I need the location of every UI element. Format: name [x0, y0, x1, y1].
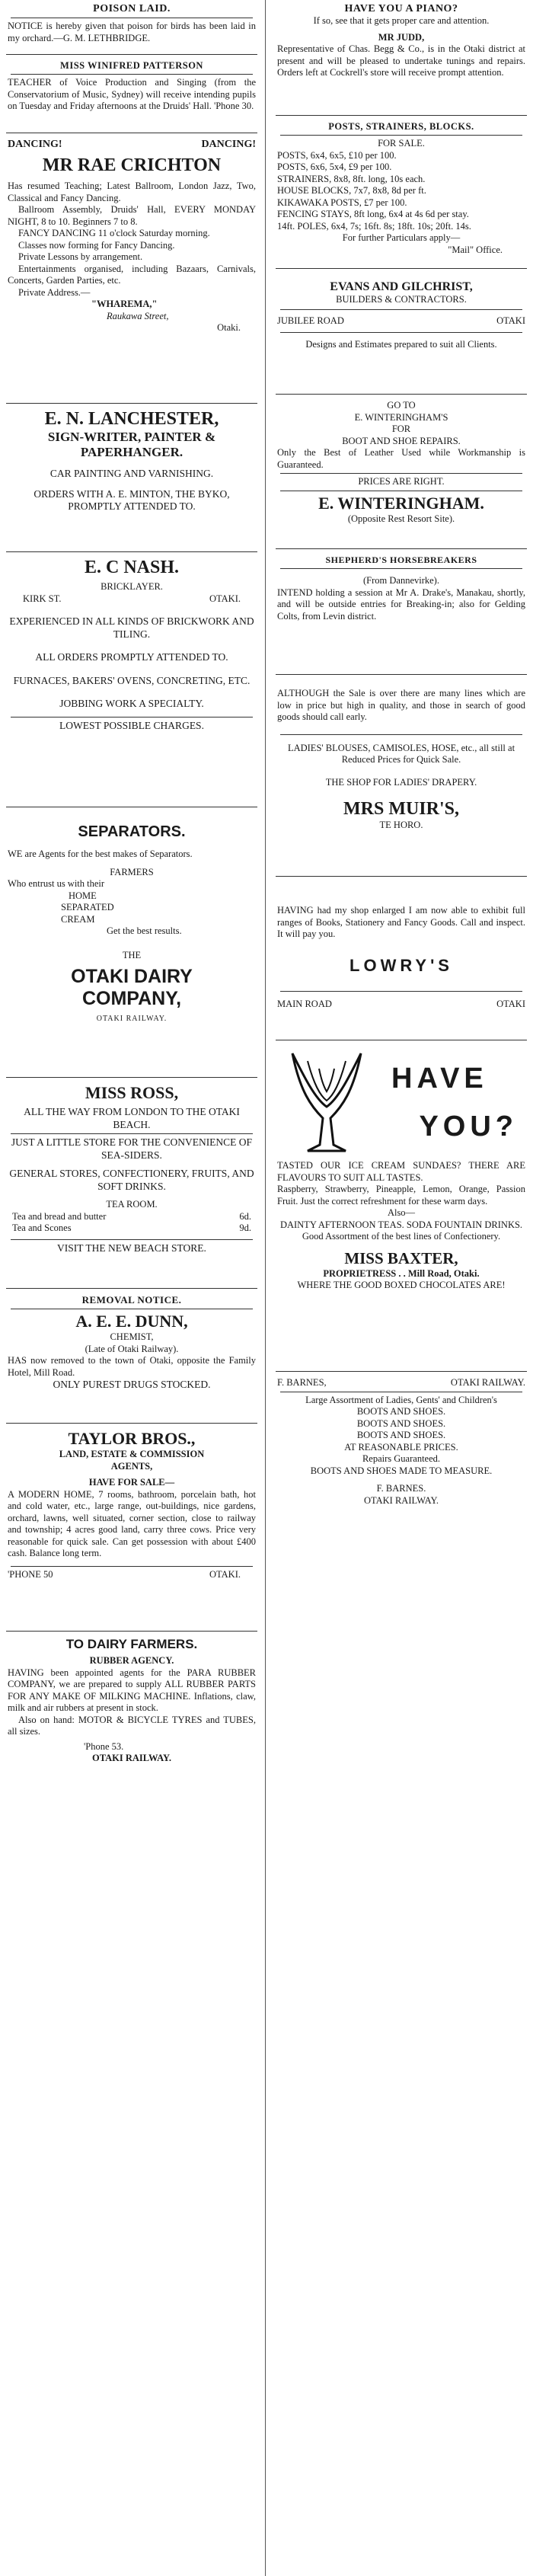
nash-l3: FURNACES, BAKERS' OVENS, CONCRETING, ETC.: [13, 674, 251, 686]
patterson-body: TEACHER of Voice Production and Singing (from the Conservatorium of Music, Sydney) will receive intending pupils on Tuesday and Friday afternoons at the Druids' Hall. 'Phone 30.: [8, 77, 256, 111]
divider: [11, 1566, 253, 1567]
lowry-town: OTAKI: [496, 998, 525, 1009]
divider: [6, 1423, 257, 1424]
muir-l1: LADIES' BLOUSES, CAMISOLES, HOSE, etc., all still at Reduced Prices for Quick Sale.: [287, 742, 515, 765]
taylor-town: OTAKI.: [209, 1568, 241, 1580]
dunn-trade: CHEMIST,: [110, 1331, 154, 1342]
dairy-company-railway: OTAKI RAILWAY.: [96, 1015, 168, 1023]
muir-ad: [273, 677, 530, 874]
evans-road: JUBILEE ROAD: [277, 315, 344, 326]
crichton-addr2: Raukawa Street,: [107, 310, 169, 321]
separators-separated: SEPARATED: [61, 902, 114, 912]
barnes-header: [277, 1377, 525, 1389]
baxter-where: WHERE THE GOOD BOXED CHOCOLATES ARE!: [297, 1280, 506, 1290]
barnes-l6: Repairs Guaranteed.: [362, 1453, 441, 1464]
shepherd-from: (From Dannevirke).: [363, 575, 439, 586]
ross-price2: 9d.: [239, 1222, 251, 1233]
taylor-name: TAYLOR BROS.,: [68, 1429, 196, 1448]
ross-name: MISS ROSS,: [85, 1083, 179, 1102]
muir-l2: THE SHOP FOR LADIES' DRAPERY.: [325, 776, 477, 788]
posts-ad: [273, 118, 530, 266]
nash-l5: LOWEST POSSIBLE CHARGES.: [59, 719, 204, 731]
ross-price1: 6d.: [239, 1210, 251, 1222]
crichton-p1: Has resumed Teaching; Latest Ballroom, London Jazz, Two, Classical and Fancy Dancing.: [8, 181, 256, 203]
ross-visit: VISIT THE NEW BEACH STORE.: [57, 1242, 206, 1254]
winter-site: (Opposite Rest Resort Site).: [347, 513, 455, 524]
shepherd-title: SHEPHERD'S HORSEBREAKERS: [325, 555, 477, 565]
divider: [280, 309, 522, 310]
baxter-flavours: Raspberry, Strawberry, Pineapple, Lemon, Orange, Passion Fruit. Just the correct refreshment for these warm days.: [277, 1184, 525, 1207]
poison-title: POISON LAID.: [93, 3, 171, 14]
column-rule: [265, 0, 266, 2576]
dairy-farmers-also: Also on hand: MOTOR & BICYCLE TYRES and TUBES, all sizes.: [8, 1714, 256, 1737]
crichton-p5: Private Lessons by arrangement.: [18, 251, 143, 262]
dairy-company-name2: COMPANY,: [81, 988, 182, 1009]
barnes-l7: BOOTS AND SHOES MADE TO MEASURE.: [310, 1465, 493, 1476]
lowry-body: HAVING had my shop enlarged I am now able to exhibit full ranges of Books, Stationery and Fancy Goods. Call and inspect. It will pay you.: [277, 905, 525, 939]
dairy-farmers-agency: RUBBER AGENCY.: [89, 1655, 174, 1666]
crichton-addr-label: Private Address.—: [18, 286, 91, 298]
posts-l3: STRAINERS, 8x8, 8ft. long, 10s each.: [277, 173, 426, 184]
crichton-p6: Entertainments organised, including Bazaars, Carnivals, Concerts, Garden Parties, etc.: [8, 263, 256, 286]
crichton-ad: [3, 136, 260, 401]
barnes-l4: BOOTS AND SHOES.: [356, 1430, 446, 1440]
barnes-head-right: OTAKI RAILWAY.: [450, 1377, 525, 1388]
dunn-title: REMOVAL NOTICE.: [81, 1294, 182, 1306]
have-text: HAVE: [391, 1063, 488, 1095]
nash-location: [8, 593, 256, 606]
divider: [280, 991, 522, 992]
baxter-teas: DAINTY AFTERNOON TEAS. SODA FOUNTAIN DRINKS.: [279, 1219, 523, 1230]
separators-who: Who entrust us with their: [8, 878, 105, 889]
lowry-address: [277, 994, 525, 1015]
taylor-contact: [8, 1569, 256, 1581]
dairy-farmers-phone: 'Phone 53.: [84, 1740, 124, 1752]
dairy-farmers-body: HAVING been appointed agents for the PARA RUBBER COMPANY, we are prepared to supply ALL RUBBER PARTS FOR ANY MAKE OF MILKING MACHINE. Inflations, claw, milk and air rubbers at present in stock.: [8, 1667, 256, 1713]
winter-l2: E. WINTERINGHAM'S: [354, 411, 448, 423]
muir-name: MRS MUIR'S,: [343, 799, 459, 819]
ross-l1: ALL THE WAY FROM LONDON TO THE OTAKI BEACH.: [24, 1106, 240, 1130]
taylor-body: A MODERN HOME, 7 rooms, bathroom, porcelain bath, hot and cold water, etc., large range, out-buildings, nice gardens, orchard, lawns, well situated, corner section, close to railway and township; 4 acres good land, carry three cows. Price very reasonable for quick sale. Can get possession with about £400 cash. Balance long term.: [8, 1488, 256, 1558]
evans-town: OTAKI: [496, 315, 525, 326]
crichton-name: MR RAE CRICHTON: [42, 155, 222, 175]
piano-body: Representative of Chas. Begg & Co., is in the Otaki district at present and will be pleased to undertake tunings and repairs. Orders left at Cockrell's store will receive prompt attention.: [277, 43, 525, 78]
divider: [280, 734, 522, 735]
dunn-late: (Late of Otaki Railway).: [85, 1343, 179, 1354]
nash-l4: JOBBING WORK A SPECIALTY.: [59, 698, 204, 709]
piano-title: HAVE YOU A PIANO?: [344, 3, 458, 14]
baxter-also: Also—: [387, 1207, 416, 1218]
baxter-name: MISS BAXTER,: [344, 1248, 458, 1267]
have-you-banner: [277, 1046, 525, 1160]
divider: [6, 54, 257, 55]
lanchester-ad: [3, 406, 260, 549]
divider: [280, 135, 522, 136]
crichton-p3: FANCY DANCING 11 o'clock Saturday morning.: [18, 228, 210, 238]
lowry-ad: [273, 879, 530, 1037]
piano-ad: [273, 0, 530, 113]
dancing-left: DANCING!: [8, 139, 62, 150]
nash-town: OTAKI.: [209, 593, 241, 604]
winter-l1: GO TO: [387, 400, 416, 411]
divider: [276, 876, 527, 877]
nash-ad: [3, 555, 260, 804]
taylor-sub2: AGENTS,: [110, 1460, 153, 1472]
posts-l1: POSTS, 6x4, 6x5, £10 per 100.: [277, 149, 397, 161]
crichton-addr3: Otaki.: [217, 322, 241, 333]
evans-trade: BUILDERS & CONTRACTORS.: [336, 294, 467, 305]
posts-l5: KIKAWAKA POSTS, £7 per 100.: [277, 197, 407, 208]
baxter-assort: Good Assortment of the best lines of Confectionery.: [302, 1231, 501, 1242]
dairy-farmers-title: TO DAIRY FARMERS.: [65, 1637, 198, 1651]
dairy-company-name1: OTAKI DAIRY: [71, 966, 193, 987]
barnes-l1: Large Assortment of Ladies, Gents' and Children's: [305, 1394, 497, 1405]
left-column: [3, 0, 260, 1792]
evans-address: [277, 312, 525, 331]
nash-l2: ALL ORDERS PROMPTLY ATTENDED TO.: [35, 651, 228, 663]
shepherd-ad: [273, 551, 530, 672]
divider: [11, 74, 253, 75]
dairy-farmers-footer: OTAKI RAILWAY.: [92, 1753, 171, 1763]
posts-l9: "Mail" Office.: [448, 244, 503, 255]
divider: [276, 268, 527, 269]
lanchester-line4: ORDERS WITH A. E. MINTON, THE BYKO, PROMPTLY ATTENDED TO.: [34, 487, 230, 512]
ross-price-row: [8, 1211, 256, 1223]
evans-body: Designs and Estimates prepared to suit all Clients.: [305, 339, 497, 350]
barnes-ad: [273, 1374, 530, 1532]
patterson-ad: [3, 57, 260, 130]
posts-title: POSTS, STRAINERS, BLOCKS.: [328, 121, 474, 132]
divider: [276, 674, 527, 675]
divider: [280, 473, 522, 474]
divider: [276, 115, 527, 116]
separators-farmers: FARMERS: [110, 866, 154, 877]
taylor-sub1: LAND, ESTATE & COMMISSION: [59, 1449, 205, 1459]
divider: [280, 568, 522, 569]
divider: [276, 394, 527, 395]
ross-item2: Tea and Scones: [12, 1222, 72, 1233]
poison-ad: [3, 0, 260, 52]
poison-body: NOTICE is hereby given that poison for birds has been laid in my orchard.—G. M. LETHBRIDGE.: [8, 21, 256, 43]
ross-ad: [3, 1080, 260, 1286]
taylor-phone: 'PHONE 50: [8, 1568, 53, 1580]
right-column: [273, 0, 530, 1532]
divider: [6, 1631, 257, 1632]
barnes-head-left: F. BARNES,: [277, 1377, 327, 1388]
winter-l4: BOOT AND SHOE REPAIRS.: [342, 435, 461, 446]
baxter-body: TASTED OUR ICE CREAM SUNDAES? THERE ARE FLAVOURS TO SUIT ALL TASTES.: [277, 1160, 525, 1183]
baxter-ad: [273, 1043, 530, 1369]
muir-body: ALTHOUGH the Sale is over there are many lines which are low in price but high in quality, and those in search of good goods should call early.: [277, 688, 525, 722]
nash-l1: EXPERIENCED IN ALL KINDS OF BRICKWORK AND TILING.: [9, 615, 254, 640]
you-text: YOU?: [419, 1111, 518, 1143]
separators-get: Get the best results.: [107, 925, 182, 936]
nash-trade: BRICKLAYER.: [101, 581, 163, 592]
winter-l6: PRICES ARE RIGHT.: [358, 476, 445, 487]
crichton-addr1: "WHAREMA,": [91, 299, 158, 309]
posts-l8: For further Particulars apply—: [342, 232, 461, 243]
taylor-have: HAVE FOR SALE—: [88, 1477, 175, 1488]
lanchester-line2: PAPERHANGER.: [80, 445, 184, 459]
winter-name: E. WINTERINGHAM.: [318, 493, 484, 513]
ross-l2: JUST A LITTLE STORE FOR THE CONVENIENCE OF SEA-SIDERS.: [11, 1136, 253, 1161]
piano-name: MR JUDD,: [378, 31, 425, 43]
nash-name: E. C NASH.: [84, 558, 180, 577]
evans-name: EVANS AND GILCHRIST,: [330, 280, 473, 293]
barnes-foot2: OTAKI RAILWAY.: [363, 1494, 439, 1506]
shepherd-body: INTEND holding a session at Mr A. Drake's, Manakau, shortly, and will be outside entries for Breaking-in; also for Gelding Colts, from Levin district.: [277, 586, 525, 622]
dancing-header: [8, 139, 256, 151]
lanchester-line3: CAR PAINTING AND VARNISHING.: [49, 468, 214, 479]
piano-line: If so, see that it gets proper care and attention.: [313, 15, 490, 26]
dairy-farmers-ad: [3, 1634, 260, 1792]
posts-l2: POSTS, 6x6, 5x4, £9 per 100.: [277, 161, 392, 172]
lanchester-line1: SIGN-WRITER, PAINTER &: [47, 430, 216, 444]
divider: [6, 1288, 257, 1289]
barnes-l2: BOOTS AND SHOES.: [356, 1406, 446, 1417]
ross-price-row: [8, 1222, 256, 1235]
posts-sale: FOR SALE.: [378, 138, 425, 149]
ross-l3: GENERAL STORES, CONFECTIONERY, FRUITS, AND SOFT DRINKS.: [9, 1168, 254, 1192]
lowry-name: LOWRY'S: [349, 955, 453, 975]
divider: [6, 403, 257, 404]
lowry-road: MAIN ROAD: [277, 998, 332, 1009]
divider: [280, 332, 522, 333]
divider: [6, 1077, 257, 1078]
crichton-p4: Classes now forming for Fancy Dancing.: [18, 239, 175, 251]
divider: [6, 551, 257, 552]
barnes-l5: AT REASONABLE PRICES.: [344, 1441, 458, 1453]
sundae-glass-icon: [277, 1046, 376, 1160]
dancing-right: DANCING!: [201, 139, 256, 150]
barnes-l3: BOOTS AND SHOES.: [356, 1417, 446, 1429]
ross-tea-room: TEA ROOM.: [106, 1199, 158, 1210]
divider: [11, 1239, 253, 1240]
muir-town: TE HORO.: [379, 820, 423, 830]
winter-l5: Only the Best of Leather Used while Workmanship is Guaranteed.: [277, 447, 525, 470]
separators-title: SEPARATORS.: [78, 823, 186, 840]
separators-ad: [3, 810, 260, 1075]
separators-home: HOME: [69, 890, 97, 901]
evans-ad: [273, 271, 530, 392]
ross-item1: Tea and bread and butter: [12, 1210, 107, 1222]
posts-l6: FENCING STAYS, 8ft long, 6x4 at 4s 6d per stay.: [277, 209, 469, 219]
winter-l3: FOR: [391, 423, 411, 434]
separators-cream: CREAM: [61, 913, 95, 925]
posts-l4: HOUSE BLOCKS, 7x7, 8x8, 8d per ft.: [277, 185, 426, 196]
barnes-foot1: F. BARNES.: [376, 1483, 426, 1494]
posts-l7: 14ft. POLES, 6x4, 7s; 16ft. 8s; 18ft. 10s; 20ft. 14s.: [277, 220, 471, 232]
divider: [276, 1371, 527, 1372]
nash-street: KIRK ST.: [23, 593, 62, 604]
separators-intro: WE are Agents for the best makes of Separators.: [8, 849, 193, 859]
dunn-body: HAS now removed to the town of Otaki, opposite the Family Hotel, Mill Road.: [8, 1355, 256, 1378]
separators-the: THE: [122, 949, 142, 960]
lanchester-name: E. N. LANCHESTER,: [44, 409, 219, 429]
patterson-title: MISS WINIFRED PATTERSON: [60, 60, 203, 71]
baxter-prop: PROPRIETRESS . . Mill Road, Otaki.: [323, 1267, 480, 1279]
dunn-name: A. E. E. DUNN,: [75, 1312, 188, 1331]
dunn-ad: [3, 1291, 260, 1421]
crichton-p2: Ballroom Assembly, Druids' Hall, EVERY MONDAY NIGHT, 8 to 10. Beginners 7 to 8.: [8, 204, 256, 227]
divider: [11, 1133, 253, 1134]
dunn-drugs: ONLY PUREST DRUGS STOCKED.: [53, 1379, 211, 1390]
divider: [11, 717, 253, 718]
taylor-ad: [3, 1426, 260, 1628]
winteringham-ad: [273, 397, 530, 546]
divider: [276, 548, 527, 549]
